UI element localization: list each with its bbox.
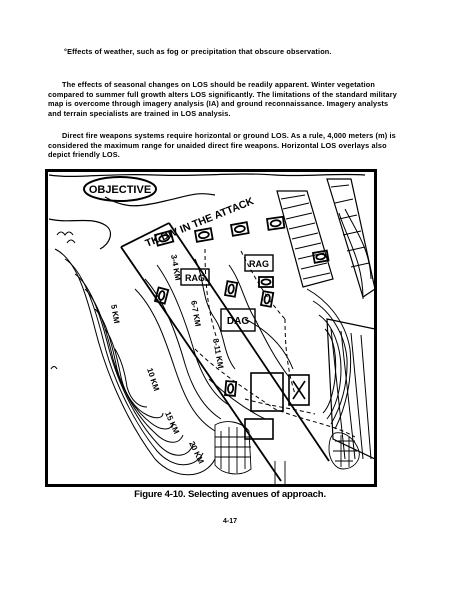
vegetation-symbols [51,232,75,369]
road-strip [327,179,375,297]
paragraph-direct-fire: Direct fire weapons systems require horizontal or ground LOS. As a rule, 4,000 meters (m) is considered the maximum range for unaided direct fire weapons. Horizontal LOS overlays also depict friendly LOS. [48,131,396,160]
paragraph-seasonal-changes: The effects of seasonal changes on LOS should be readily apparent. Winter vegetation compared to summer full growth alters LOS significantly. The limitations of the standard military map is overcome through imagery analysis (IA) and ground reconnaissance. Imagery analysts and terrain specialists are trained in LOS analysis. [48,80,397,118]
rag-label: RAG [249,259,269,269]
range-label-15km: 15 KM [163,410,181,436]
range-label-10km: 10 KM [145,366,161,393]
range-label-8-11km: 8-11 KM [211,337,226,370]
rag-box-east [245,255,273,271]
objective-label: OBJECTIVE [88,184,152,196]
urban-hatch-area [277,191,333,287]
rag-box-west [181,269,209,285]
bullet-text: °Effects of weather, such as fog or precipitation that obscure observation. [64,47,332,56]
range-label-20km: 20 KM [187,439,206,466]
range-label-6-7km: 6-7 KM [189,299,203,328]
dag-box [221,309,255,331]
avenues-of-approach-map [45,169,377,487]
page-number: 4-17 [222,518,237,525]
rag-label: RAG [185,273,205,283]
dag-label: DAG [226,316,250,327]
unit-symbols [155,217,329,396]
contour-lines-east [307,209,371,429]
terrain-line [49,174,365,176]
urban-grid [215,422,359,485]
figure-caption: Figure 4-10. Selecting avenues of approach. [134,489,326,500]
tk-div-label: TK DIV IN THE ATTACK [143,195,256,250]
range-label-5km: 5 KM [109,303,122,325]
range-label-3-4km: 3-4 KM [169,253,183,282]
